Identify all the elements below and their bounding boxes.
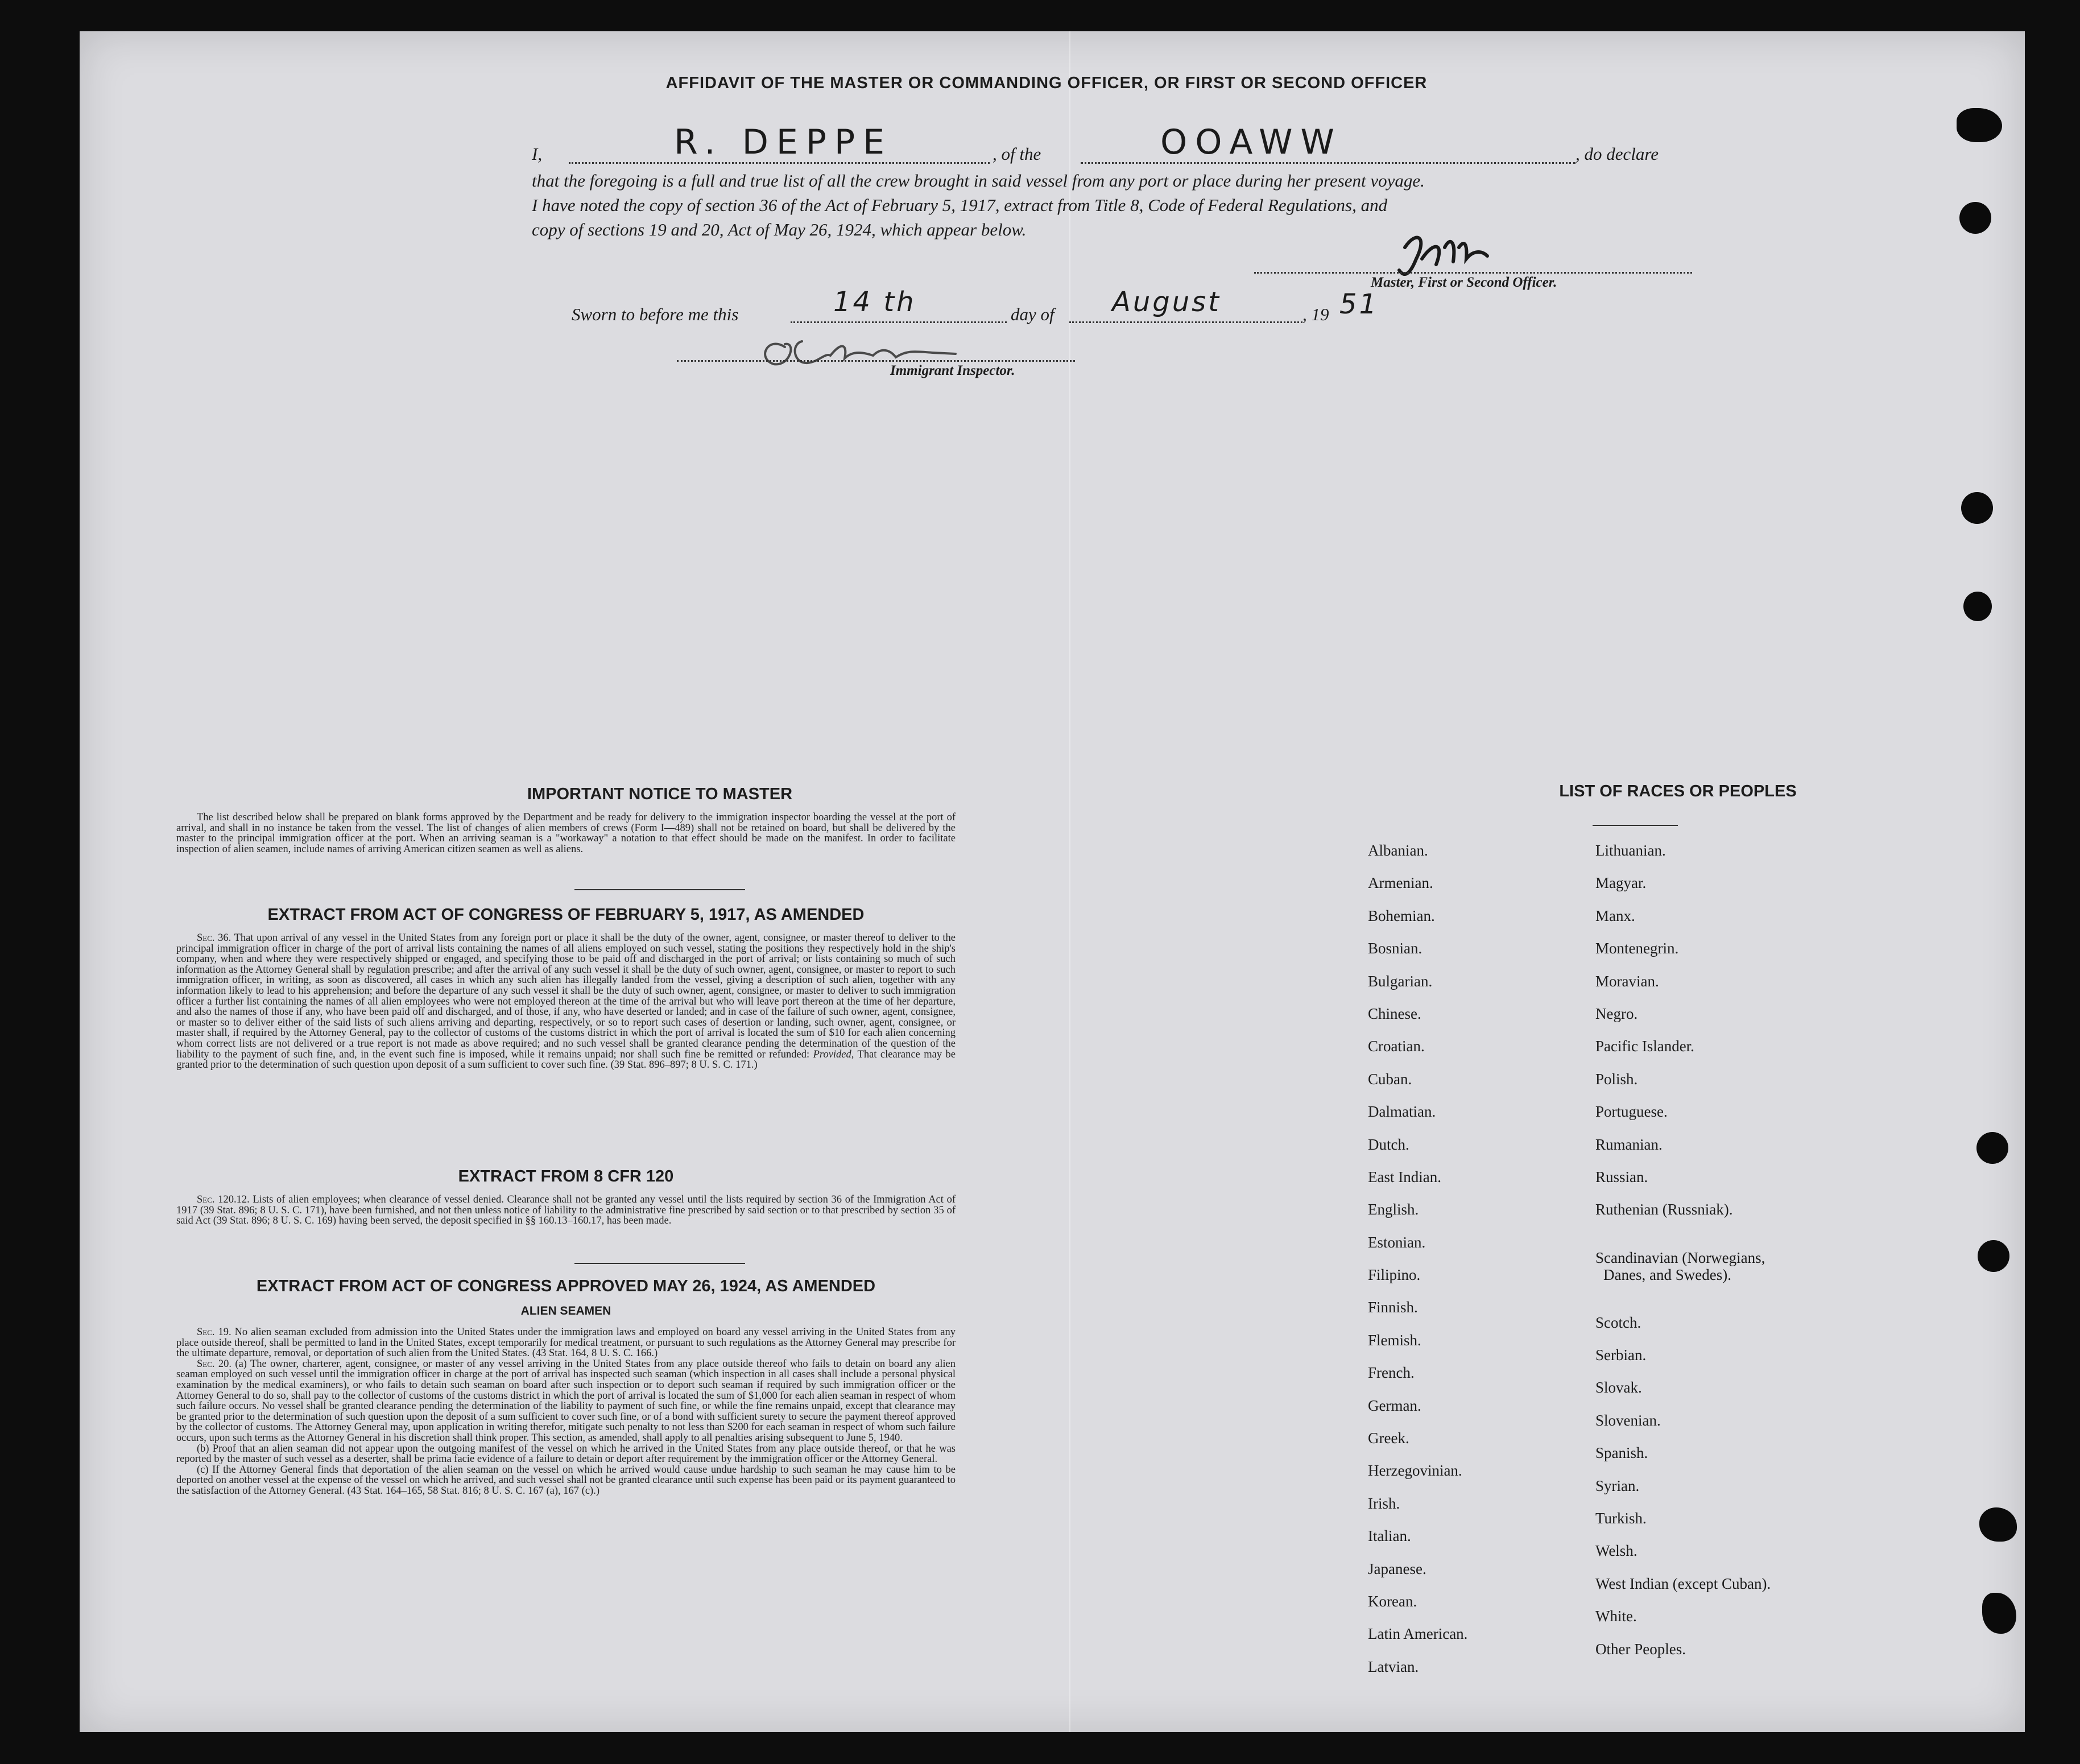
race-item: Negro. <box>1595 1005 1638 1022</box>
alien-seamen-subtitle: ALIEN SEAMEN <box>520 1304 611 1317</box>
extract-1924-text <box>176 1327 956 1497</box>
race-item: Irish. <box>1368 1494 1400 1512</box>
inspector-signature-line <box>677 360 1075 362</box>
extract-cfr-text <box>176 1195 956 1226</box>
race-item: Bosnian. <box>1368 940 1422 957</box>
race-item: Scotch. <box>1595 1313 1641 1331</box>
sworn-day-line <box>791 321 1007 323</box>
races-column-2 <box>1595 842 1771 1673</box>
race-item: French. <box>1368 1364 1415 1382</box>
master-name-handwriting: R. DEPPE <box>674 122 893 162</box>
race-item: Herzegovinian. <box>1368 1462 1462 1480</box>
extract-1917-title: EXTRACT FROM ACT OF CONGRESS OF FEBRUARY 5, 1917, AS AMENDED <box>267 906 865 924</box>
punch-hole <box>1961 492 1993 524</box>
notice-text <box>176 812 956 854</box>
race-item: Japanese. <box>1368 1560 1426 1577</box>
race-item: Cuban. <box>1368 1070 1412 1088</box>
affidavit-title: AFFIDAVIT OF THE MASTER OR COMMANDING OFFICER, OR FIRST OR SECOND OFFICER <box>665 74 1428 92</box>
race-item: Bulgarian. <box>1368 972 1433 990</box>
fold-crease <box>1069 31 1070 1732</box>
section-20a-body: (a) The owner, charterer, agent, consignee, or master of any vessel arriving in the United States from any place outside thereof who fails to detain on board any alien seaman employed on such vessel until the immigration officer in charge at the port of arrival has inspected such seaman (which inspection in all cases shall include a personal physical examination by the medical examiners), or who fails to detain such seaman on board after such inspection or to deport such seaman if required by such immigration officer or the Attorney General to do so, shall pay to the collector of customs of the customs district in which the port of arrival is located the sum of $1,000 for each alien seaman in respect of whom such failure occurs. No vessel shall be granted clearance pending the determination of the liability to payment of such fine, or while the fine remains unpaid, except that clearance may be granted prior to the determination of such question upon the deposit of a sum sufficient to cover such fine, or of a bond with sufficient surety to secure the payment thereof approved by the collector of customs. The Attorney General may, upon application in writing therefor, mitigate such penalty to not less than $200 for each seaman in respect of whom such failure occurs, upon such terms as the Attorney General in his discretion shall think proper. This section, as amended, shall apply to all penalties arising subsequent to June 5, 1940. <box>176 1358 956 1444</box>
race-item: Bohemian. <box>1368 907 1435 924</box>
race-item: Turkish. <box>1595 1510 1647 1527</box>
race-item: Dutch. <box>1368 1135 1409 1153</box>
race-item: Rumanian. <box>1595 1135 1663 1153</box>
section-label: Sec. 120.12. <box>197 1194 250 1205</box>
punch-hole <box>1976 1132 2008 1164</box>
race-item: German. <box>1368 1397 1421 1414</box>
race-item: English. <box>1368 1201 1419 1218</box>
race-item: Filipino. <box>1368 1266 1421 1284</box>
declaration-pronoun: I, <box>532 144 543 164</box>
punch-hole <box>1959 202 1991 234</box>
divider <box>574 889 745 890</box>
race-item: Slovenian. <box>1595 1411 1661 1429</box>
race-item: Armenian. <box>1368 874 1433 892</box>
extract-1917-text <box>176 933 956 1071</box>
declaration-line-1: that the foregoing is a full and true list of all the crew brought in said vessel from any port or place during her present voyage. <box>532 171 1425 191</box>
race-item: Flemish. <box>1368 1331 1421 1349</box>
race-item: Serbian. <box>1595 1346 1647 1364</box>
provided-word: Provided, <box>813 1048 854 1060</box>
sworn-prefix: Sworn to before me this <box>572 304 739 324</box>
section-19-body: No alien seaman excluded from admission into the United States under the immigration laws and employed on board any vessel arriving in the United States from any place outside thereof, shall be permitted to land in the United States, except temporarily for medical treatment, or pursuant to such regulations as the Attorney General may prescribe for the ultimate departure, removal, or deportation of such alien from the United States. (43 Stat. 164, 8 U. S. C. 166.) <box>176 1327 956 1360</box>
section-20b-body: (b) Proof that an alien seaman did not appear upon the outgoing manifest of the vessel on which he arrived in the United States from any place outside thereof, or that he was reported by the master of such vessel as a deserter, shall be prima facie evidence of a failure to detain or deport after requirement by the immigration officer or the Attorney General. <box>176 1443 956 1465</box>
of-the-label: , of the <box>993 144 1041 164</box>
extract-cfr-body: Lists of alien employees; when clearance of vessel denied. Clearance shall not be granted any vessel until the lists required by section 36 of the Immigration Act of 1917 (39 Stat. 896; 8 U. S. C. 171), have been furnished, and not then unless notice of liability to the administrative fine prescribed by said section or to that prescribed by section 35 of said Act (39 Stat. 896; 8 U. S. C. 169) having been served, the deposit specified in §§ 160.13–160.17, has been made. <box>176 1194 956 1227</box>
race-item: Polish. <box>1595 1070 1638 1088</box>
notice-paragraph: The list described below shall be prepared on blank forms approved by the Department and be ready for delivery to the immigration inspector boarding the vessel at the port of arrival, and shall in no instance be taken from the vessel. The list of changes of alien members of crews (Form I—489) shall not be retained on board, but shall be delivered by the master to the principal immigration officer at the port. When an arriving seaman is a "workaway" a notation to that effect should be made on the manifest. In order to facilitate inspection of alien seamen, include names of arriving American citizen seamen as well as aliens. <box>176 812 956 855</box>
race-item: Greek. <box>1368 1430 1409 1447</box>
section-20c-body: (c) If the Attorney General finds that deportation of the alien seaman on the vessel on which he arrived would cause undue hardship to such seaman he may cause him to be deported on another vessel at the expense of the vessel on which he arrived, and such vessel shall not be granted clearance until such expense has been paid or its payment guaranteed to the satisfaction of the Attorney General. (43 Stat. 164–165, 58 Stat. 816; 8 U. S. C. 167 (a), 167 (c).) <box>176 1464 956 1497</box>
races-column-1 <box>1368 842 1467 1691</box>
race-item: White. <box>1595 1608 1637 1625</box>
divider <box>574 1263 745 1264</box>
punch-hole <box>1978 1240 2009 1272</box>
document-sheet <box>80 31 2025 1732</box>
master-signature-caption: Master, First or Second Officer. <box>1371 275 1557 290</box>
extract-1917-body: That upon arrival of any vessel in the United States from any foreign port or place it shall be the duty of the owner, agent, consignee, or master thereof to deliver to the principal immigration officer in charge of the port of arrival lists containing the names of all aliens employed on such vessel, stating the positions they respectively hold in the ship's company, when and where they were respectively shipped or engaged, and specifying those to be paid off and discharged in the port of arrival; or lists containing so much of such information as the Attorney General shall by regulation prescribe; and after the arrival of any such vessel it shall be the duty of such owner, agent, consignee, or master to report to such immigration officer, in writing, as soon as discovered, all cases in which any such alien has illegally landed from the vessel, giving a description of such alien, together with any information likely to lead to his apprehension; and before the departure of any such vessel it shall be the duty of such owner, agent, consignee, or master to deliver to such immigration officer a further list containing the names of all alien employees who were not employed thereon at the time of the arrival but who will leave port thereon at the time of her departure, and also the names of those if any, who have been paid off and discharged, and of those, if any, who have deserted or landed; and in case of the failure of such owner, agent, consignee, or master so to deliver either of the said lists of such aliens arriving and departing, respectively, or so to report such cases of desertion or landing, such owner, agent, consignee, or master shall, if required by the Attorney General, pay to the collector of customs of the customs district in which the port of arrival is located the sum of $10 for each alien concerning whom correct lists are not delivered or a true report is not made as above required; and no such vessel shall be granted clearance pending the determination of the question of the liability to the payment of such fine, and, in the event such fine is imposed, while it remains unpaid; nor shall such fine be remitted or refunded: <box>176 932 956 1060</box>
punch-hole <box>1957 108 2002 142</box>
race-item: Other Peoples. <box>1595 1640 1686 1658</box>
punch-hole <box>1963 592 1992 621</box>
declaration-line-3: copy of sections 19 and 20, Act of May 26, 1924, which appear below. <box>532 220 1027 239</box>
race-item: Welsh. <box>1595 1542 1637 1560</box>
section-label: Sec. 20. <box>197 1358 232 1370</box>
race-item: Scandinavian (Norwegians, <box>1595 1249 1765 1266</box>
race-item: Croatian. <box>1368 1038 1425 1055</box>
vessel-name-handwriting: OOAWW <box>1160 122 1342 162</box>
punch-hole <box>1979 1507 2017 1542</box>
race-item: Albanian. <box>1368 842 1428 859</box>
section-label: Sec. 36. <box>197 932 231 944</box>
sworn-year-handwriting: 51 <box>1339 288 1379 320</box>
extract-1917-body-end: That clearance may be granted prior to the determination of such question upon deposit of a sum sufficient to cover such fine. (39 Stat. 896–897; 8 U. S. C. 171.) <box>176 1048 956 1071</box>
race-item: Finnish. <box>1368 1299 1418 1316</box>
race-item: Latvian. <box>1368 1658 1419 1675</box>
master-name-line <box>569 162 990 164</box>
section-label: Sec. 19. <box>197 1327 231 1338</box>
day-of-label: day of <box>1011 304 1055 324</box>
race-item: Ruthenian (Russniak). <box>1595 1201 1733 1218</box>
race-item: Latin American. <box>1368 1625 1468 1643</box>
inspector-caption: Immigrant Inspector. <box>890 363 1015 378</box>
sworn-day-handwriting: 14 th <box>833 286 916 318</box>
race-item: Pacific Islander. <box>1595 1038 1694 1055</box>
notice-title: IMPORTANT NOTICE TO MASTER <box>527 785 793 803</box>
year-prefix: , 19 <box>1302 304 1329 324</box>
race-item: East Indian. <box>1368 1168 1441 1185</box>
race-item: Korean. <box>1368 1592 1417 1610</box>
race-item: Lithuanian. <box>1595 842 1666 859</box>
race-item: Estonian. <box>1368 1233 1426 1251</box>
master-signature-line <box>1254 272 1692 274</box>
sworn-month-handwriting: August <box>1112 286 1221 318</box>
race-item: Syrian. <box>1595 1477 1640 1494</box>
race-item: Russian. <box>1595 1168 1648 1185</box>
race-item: Montenegrin. <box>1595 940 1679 957</box>
race-item: Moravian. <box>1595 972 1659 990</box>
races-title: LIST OF RACES OR PEOPLES <box>1559 782 1797 800</box>
do-declare-label: , do declare <box>1575 144 1659 164</box>
race-item: Slovak. <box>1595 1379 1642 1397</box>
extract-cfr-title: EXTRACT FROM 8 CFR 120 <box>458 1167 674 1185</box>
declaration-line-2: I have noted the copy of section 36 of the Act of February 5, 1917, extract from Title 8, Code of Federal Regulations, and <box>532 195 1388 215</box>
divider <box>1593 825 1678 826</box>
punch-hole <box>1982 1593 2016 1634</box>
race-item: Dalmatian. <box>1368 1103 1436 1121</box>
race-item: Manx. <box>1595 907 1635 924</box>
race-item: Danes, and Swedes). <box>1603 1266 1731 1283</box>
race-item: West Indian (except Cuban). <box>1595 1575 1771 1592</box>
sworn-month-line <box>1069 321 1302 323</box>
race-item: Chinese. <box>1368 1005 1421 1022</box>
race-item: Magyar. <box>1595 874 1647 892</box>
vessel-name-line <box>1081 162 1575 164</box>
race-item: Spanish. <box>1595 1444 1648 1462</box>
race-item: Portuguese. <box>1595 1103 1668 1121</box>
race-item: Italian. <box>1368 1527 1411 1545</box>
extract-1924-title: EXTRACT FROM ACT OF CONGRESS APPROVED MAY 26, 1924, AS AMENDED <box>256 1277 876 1295</box>
